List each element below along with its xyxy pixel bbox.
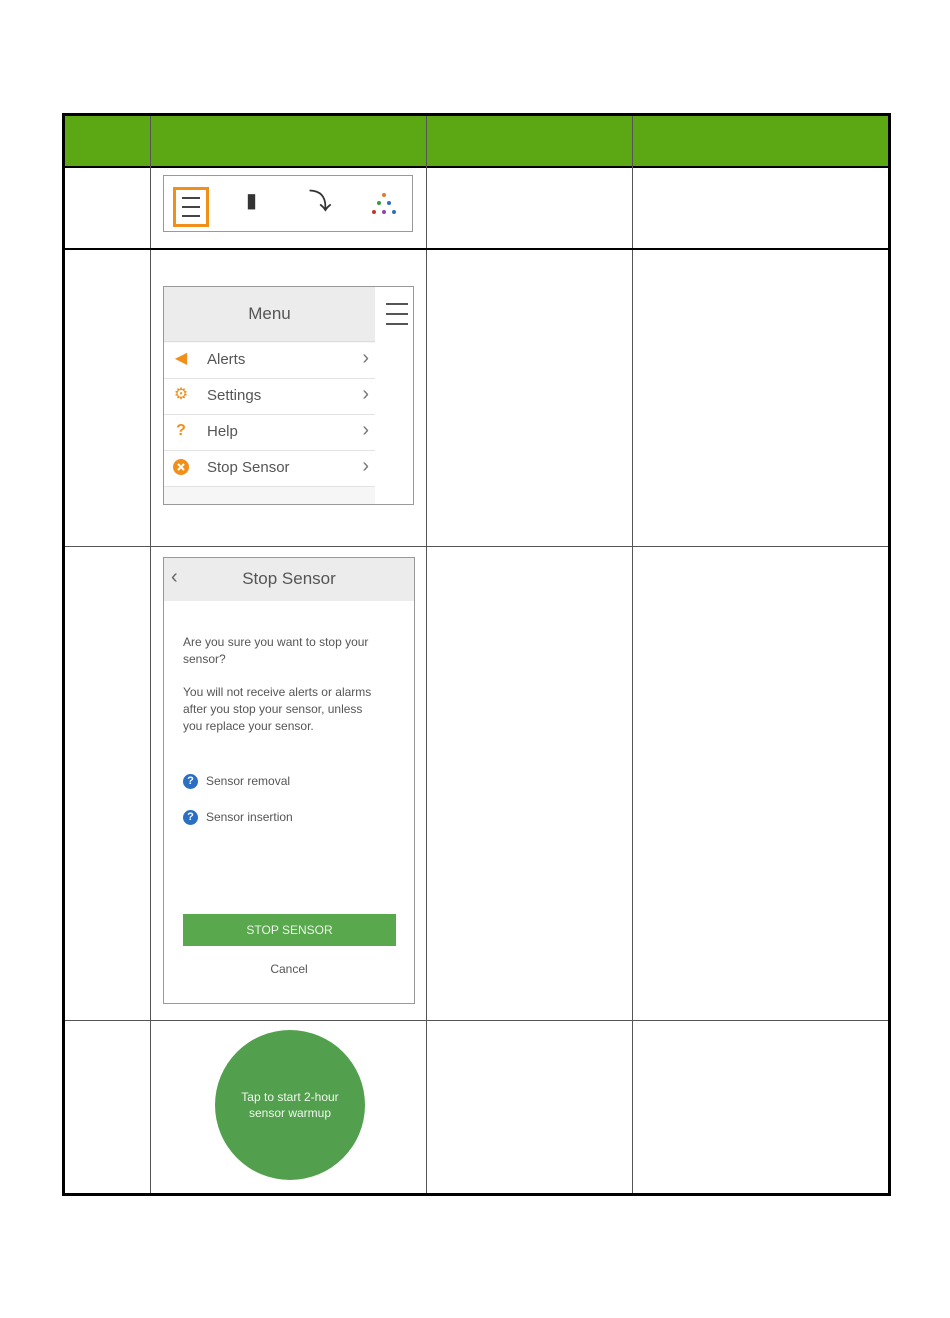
warmup-label: Tap to start 2-hour sensor warmup xyxy=(241,1090,339,1120)
sensor-removal-link[interactable] xyxy=(183,774,290,789)
link-label: Sensor insertion xyxy=(206,810,293,824)
chevron-right-icon: › xyxy=(362,383,369,405)
question-icon: ? xyxy=(176,422,186,439)
column-divider xyxy=(426,116,427,1193)
stop-question-text: Are you sure you want to stop your sensor? xyxy=(183,635,369,666)
chevron-right-icon: › xyxy=(362,419,369,441)
sensor-insertion-link[interactable] xyxy=(183,810,293,825)
menu-panel xyxy=(164,287,375,504)
speaker-icon: ◀ xyxy=(174,350,188,367)
menu-item-label: Alerts xyxy=(207,351,246,368)
menu-icon[interactable] xyxy=(173,187,209,227)
menu-screen-image xyxy=(163,286,414,505)
status-dots-icon[interactable] xyxy=(369,191,399,219)
stop-sensor-screen-image xyxy=(163,557,415,1004)
menu-item-settings[interactable] xyxy=(164,379,375,415)
menu-header xyxy=(164,287,375,342)
back-icon[interactable]: ‹ xyxy=(171,566,178,588)
gear-icon: ⚙ xyxy=(173,386,189,403)
column-divider xyxy=(150,116,151,1193)
menu-item-help[interactable] xyxy=(164,415,375,451)
menu-icon[interactable] xyxy=(386,301,408,329)
column-divider xyxy=(632,116,633,1193)
cancel-button[interactable]: Cancel xyxy=(270,962,308,976)
menu-item-label: Help xyxy=(207,423,238,440)
menu-item-alerts[interactable] xyxy=(164,343,375,379)
help-icon: ? xyxy=(183,810,198,825)
link-label: Sensor removal xyxy=(206,774,291,788)
row-divider xyxy=(65,248,888,250)
sensor-icon[interactable]: ▮ xyxy=(246,190,258,212)
chevron-right-icon: › xyxy=(362,347,369,369)
help-icon: ? xyxy=(183,774,198,789)
menu-side-area xyxy=(375,287,413,504)
stop-sensor-title: Stop Sensor xyxy=(242,569,336,588)
stop-icon xyxy=(172,458,190,476)
row-divider xyxy=(65,1020,888,1021)
stop-warning-text: You will not receive alerts or alarms after you stop your sensor, unless you replace your sensor. xyxy=(183,685,372,733)
stop-sensor-header xyxy=(164,558,414,601)
menu-item-label: Settings xyxy=(207,387,262,404)
menu-item-label: Stop Sensor xyxy=(207,459,290,476)
row-divider xyxy=(65,546,888,547)
menu-title: Menu xyxy=(248,304,291,323)
table-header-row xyxy=(65,116,888,168)
menu-item-stop-sensor[interactable] xyxy=(164,451,375,487)
stop-sensor-button[interactable]: STOP SENSOR xyxy=(183,914,396,946)
activity-icon[interactable]: ⤵ xyxy=(309,189,332,214)
chevron-right-icon: › xyxy=(362,455,369,477)
app-toolbar-image xyxy=(163,175,413,232)
instruction-table xyxy=(62,113,891,1196)
start-warmup-button[interactable] xyxy=(215,1030,365,1180)
